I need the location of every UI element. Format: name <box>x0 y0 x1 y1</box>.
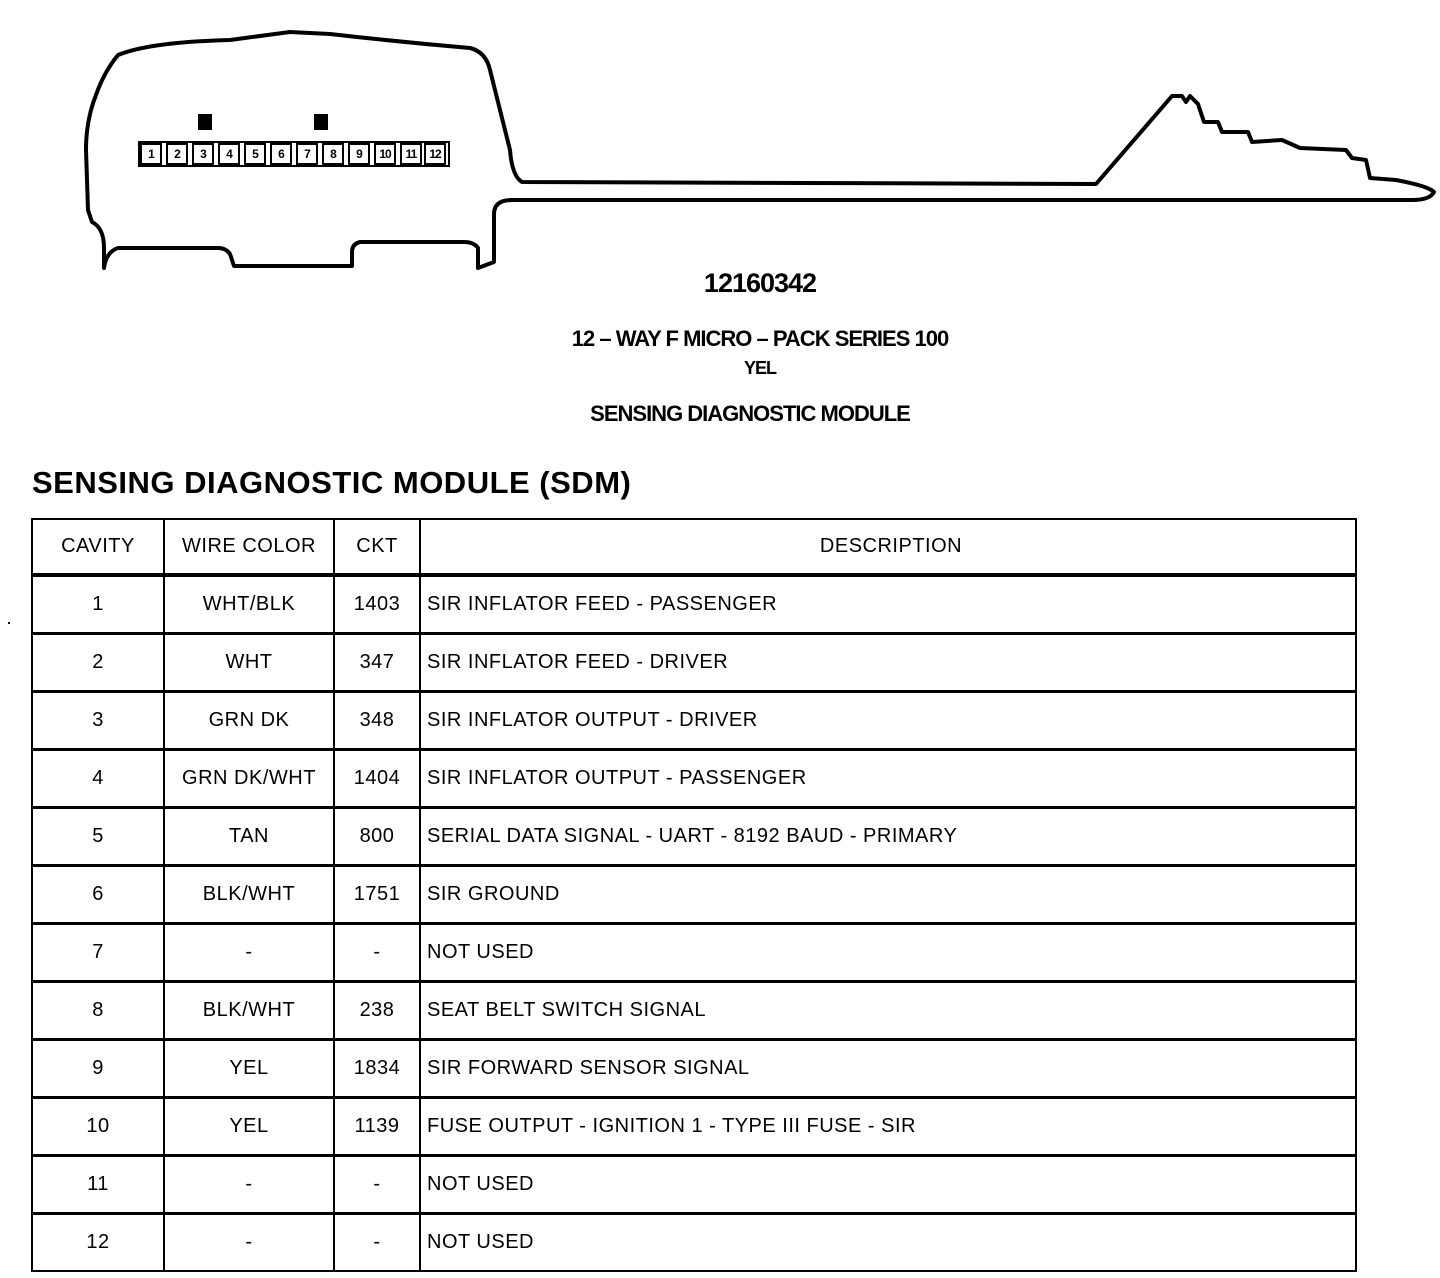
cell-ckt: 1751 <box>334 865 420 923</box>
table-row <box>32 691 1356 749</box>
cell-cavity: 7 <box>32 923 164 981</box>
connector-color: YEL <box>743 358 776 378</box>
cell-description: SIR INFLATOR FEED - DRIVER <box>420 633 1356 691</box>
pin-cavity: 12 <box>424 143 446 165</box>
table-row <box>32 1039 1356 1097</box>
cell-ckt: 1139 <box>334 1097 420 1155</box>
cell-ckt: 348 <box>334 691 420 749</box>
pin-cavity: 9 <box>348 143 370 165</box>
cell-cavity: 4 <box>32 749 164 807</box>
cell-description: SIR INFLATOR OUTPUT - DRIVER <box>420 691 1356 749</box>
pin-cavity: 7 <box>296 143 318 165</box>
table-row <box>32 807 1356 865</box>
header-cavity: CAVITY <box>32 519 164 575</box>
cell-description: NOT USED <box>420 1155 1356 1213</box>
cell-wire-color: - <box>164 923 334 981</box>
cell-ckt: 1404 <box>334 749 420 807</box>
cell-cavity: 1 <box>32 575 164 633</box>
table-row <box>32 749 1356 807</box>
cell-wire-color: BLK/WHT <box>164 981 334 1039</box>
pin-cavity: 5 <box>244 143 266 165</box>
pin-cavity: 2 <box>166 143 188 165</box>
cell-ckt: - <box>334 1213 420 1271</box>
connector-part-number: 12160342 <box>703 268 817 298</box>
cell-wire-color: GRN DK <box>164 691 334 749</box>
pin-cavity: 4 <box>218 143 240 165</box>
table-row <box>32 1097 1356 1155</box>
cell-wire-color: WHT <box>164 633 334 691</box>
cell-wire-color: YEL <box>164 1039 334 1097</box>
cell-description: SEAT BELT SWITCH SIGNAL <box>420 981 1356 1039</box>
connector-description: 12 – WAY F MICRO – PACK SERIES 100 <box>571 326 949 351</box>
cell-cavity: 8 <box>32 981 164 1039</box>
keying-mark-left <box>198 114 212 130</box>
cell-ckt: 238 <box>334 981 420 1039</box>
table-row <box>32 865 1356 923</box>
pin-cavity: 10 <box>374 143 396 165</box>
cell-wire-color: WHT/BLK <box>164 575 334 633</box>
table-row <box>32 633 1356 691</box>
scan-speck <box>8 622 10 624</box>
table-row <box>32 923 1356 981</box>
cell-wire-color: BLK/WHT <box>164 865 334 923</box>
cell-ckt: 347 <box>334 633 420 691</box>
connector-module-name: SENSING DIAGNOSTIC MODULE <box>590 401 910 426</box>
cell-ckt: - <box>334 923 420 981</box>
cell-ckt: 1403 <box>334 575 420 633</box>
cell-ckt: 1834 <box>334 1039 420 1097</box>
table-row <box>32 1213 1356 1271</box>
cell-description: SIR FORWARD SENSOR SIGNAL <box>420 1039 1356 1097</box>
keying-mark-right <box>314 114 328 130</box>
cell-description: NOT USED <box>420 1213 1356 1271</box>
connector-outline-drawing <box>0 0 1440 270</box>
table-row <box>32 1155 1356 1213</box>
cell-description: SIR GROUND <box>420 865 1356 923</box>
cell-cavity: 12 <box>32 1213 164 1271</box>
cell-wire-color: - <box>164 1155 334 1213</box>
pin-cavity: 8 <box>322 143 344 165</box>
cell-cavity: 9 <box>32 1039 164 1097</box>
header-description: DESCRIPTION <box>420 519 1356 575</box>
cell-wire-color: YEL <box>164 1097 334 1155</box>
cell-description: FUSE OUTPUT - IGNITION 1 - TYPE III FUSE - SIR <box>420 1097 1356 1155</box>
cell-cavity: 2 <box>32 633 164 691</box>
cell-ckt: 800 <box>334 807 420 865</box>
cell-description: SIR INFLATOR FEED - PASSENGER <box>420 575 1356 633</box>
pin-cavity: 11 <box>400 143 422 165</box>
header-wire-color: WIRE COLOR <box>164 519 334 575</box>
cell-cavity: 5 <box>32 807 164 865</box>
table-header-row <box>32 519 1356 575</box>
cell-cavity: 3 <box>32 691 164 749</box>
cell-description: SIR INFLATOR OUTPUT - PASSENGER <box>420 749 1356 807</box>
pin-cavity: 3 <box>192 143 214 165</box>
cell-cavity: 10 <box>32 1097 164 1155</box>
cell-wire-color: - <box>164 1213 334 1271</box>
table-row <box>32 575 1356 633</box>
cell-cavity: 6 <box>32 865 164 923</box>
cell-cavity: 11 <box>32 1155 164 1213</box>
cell-description: SERIAL DATA SIGNAL - UART - 8192 BAUD - PRIMARY <box>420 807 1356 865</box>
cell-wire-color: TAN <box>164 807 334 865</box>
cell-description: NOT USED <box>420 923 1356 981</box>
cell-ckt: - <box>334 1155 420 1213</box>
header-ckt: CKT <box>334 519 420 575</box>
pin-cavity: 1 <box>140 143 162 165</box>
table-title: SENSING DIAGNOSTIC MODULE (SDM) <box>32 465 632 500</box>
table-row <box>32 981 1356 1039</box>
pinout-table <box>31 518 1357 1272</box>
pin-cavity: 6 <box>270 143 292 165</box>
cell-wire-color: GRN DK/WHT <box>164 749 334 807</box>
